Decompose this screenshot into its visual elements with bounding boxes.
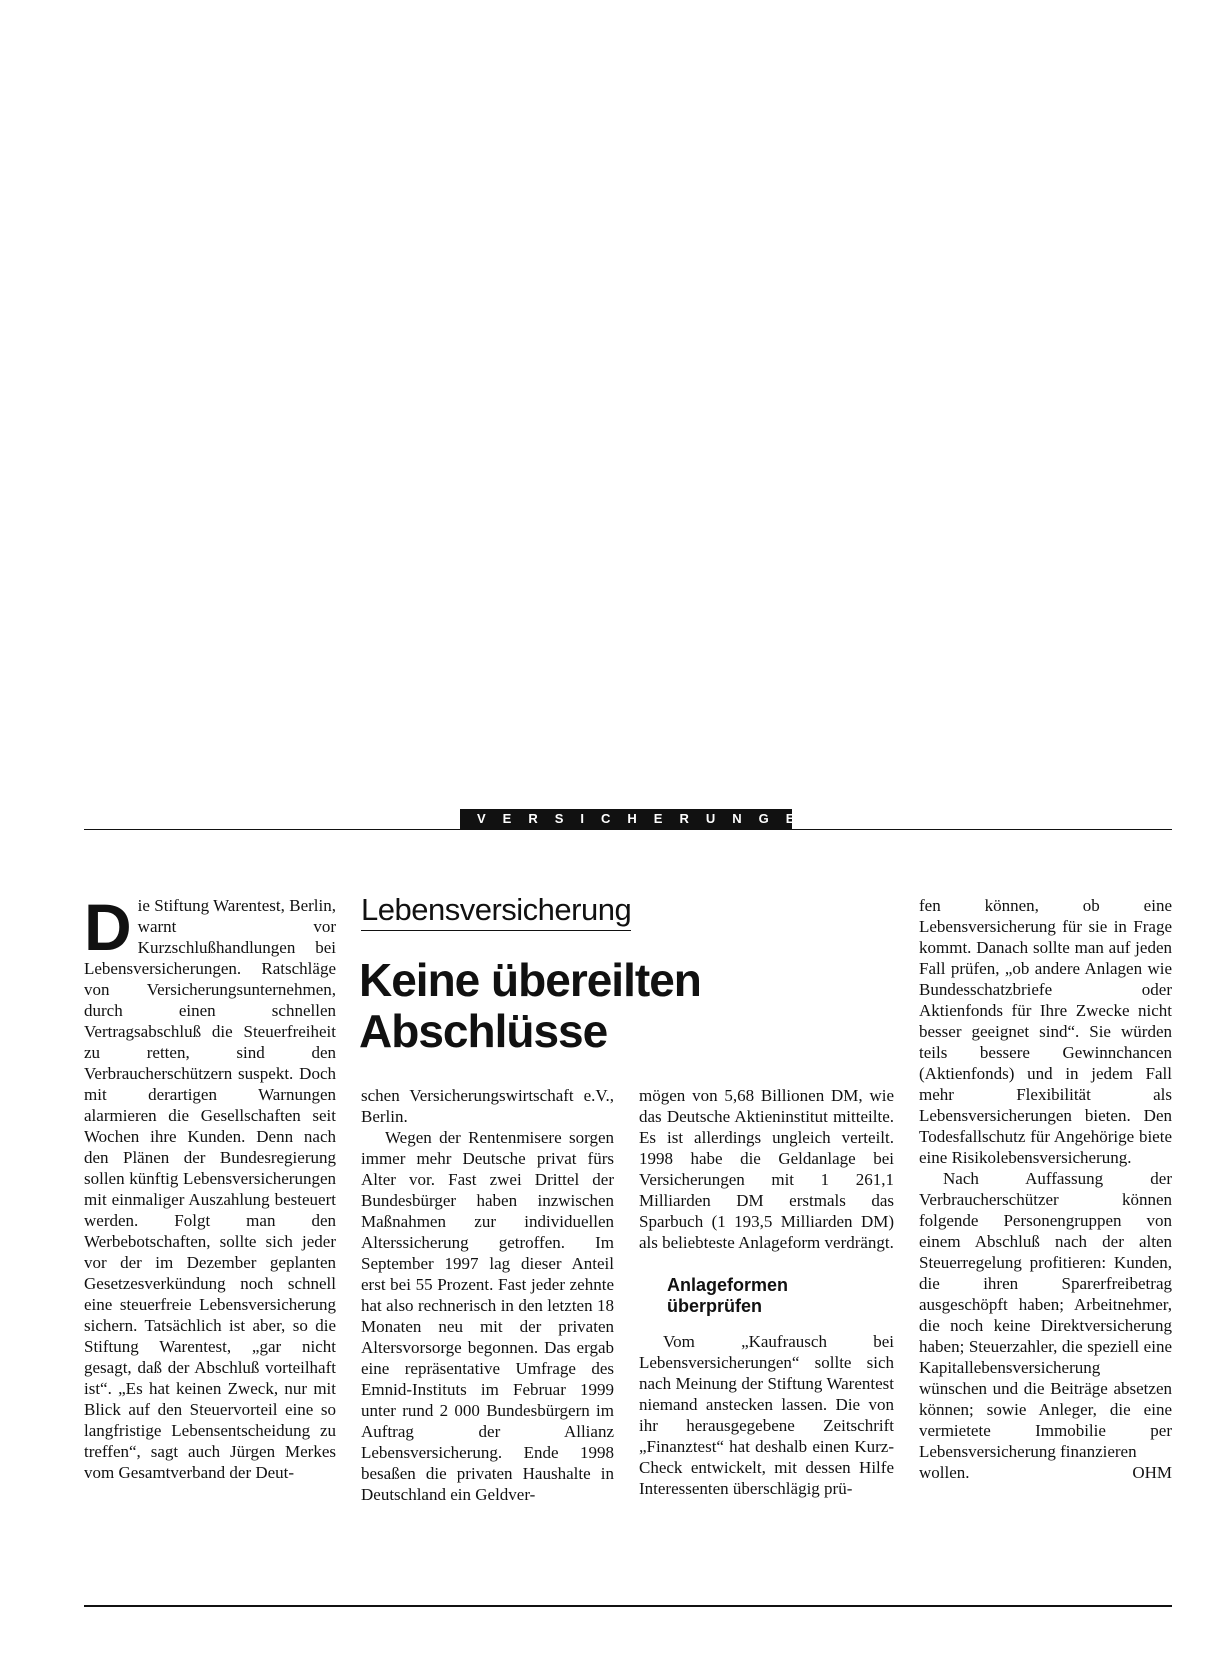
author-initials: OHM (1132, 1463, 1172, 1482)
paragraph: Nach Auffassung der Verbraucherschützer können folgende Personengruppen von einem Abschluß nach der alten Steuerregelung profitieren: Kunden, die ihren Sparerfreibetrag ausgeschöpft haben; Arbeitnehmer, die noch keine Direktversicherung haben; Steuerzahler, die speziell eine Kapitallebensversicherung wünschen und die Beiträge absetzen können; sowie Anleger, die eine vermietete Immobilie per Lebensversicherung finanzieren (919, 1169, 1172, 1461)
paragraph: fen können, ob eine Lebensversicherung für sie in Frage kommt. Danach sollte man auf jeden Fall prüfen, „ob andere Anlagen wie Bundesschatzbriefe oder Aktienfonds für Ihre Zwecke nicht besser geeignet sind“. Sie würden teils bessere Gewinnchancen (Aktienfonds) und in jedem Fall mehr Flexibilität als Lebensversicherungen bieten. Den Todesfallschutz für Angehörige biete eine Risikolebensversicherung. (919, 896, 1172, 1167)
article-kicker: Lebensversicherung (361, 892, 631, 931)
section-label: VERSICHERUNGEN (460, 809, 792, 829)
subheading-line-1: Anlageformen (667, 1275, 789, 1295)
paragraph: Vom „Kaufrausch bei Lebensversicherungen“ sollte sich nach Meinung der Stiftung Warentest niemand anstecken lassen. Die von ihr herausgegebene Zeitschrift „Finanztest“ hat deshalb einen Kurz-Check entwickelt, mit dessen Hilfe Interessenten überschlägig prü- (639, 1332, 894, 1498)
subheading (667, 1275, 894, 1317)
closing-line (919, 1462, 1172, 1483)
paragraph: mögen von 5,68 Billionen DM, wie das Deutsche Aktieninstitut mitteilte. Es ist allerdings ungleich verteilt. 1998 habe die Geldanlage bei Versicherungen mit 1 261,1 Milliarden DM erstmals das Sparbuch (1 193,5 Milliarden DM) als beliebteste Anlageform verdrängt. (639, 1086, 894, 1252)
headline-line-2: Abschlüsse (359, 1005, 608, 1057)
subheading-line-2: überprüfen (667, 1296, 763, 1316)
closing-word: wollen. (919, 1463, 970, 1482)
bottom-rule (84, 1605, 1172, 1607)
drop-cap: D (84, 890, 132, 964)
paragraph-text: ie Stiftung Warentest, Berlin, warnt vor Kurzschlußhandlungen bei Lebensversicherungen. Ratschläge von Versicherungsunternehmen, durch einen schnellen Vertragsabschluß die Steuerfreiheit zu retten, sind den Verbraucherschützern suspekt. Doch mit derartigen Warnungen alarmieren die Gesellschaften seit Wochen ihre Kunden. Denn nach den Plänen der Bundesregierung sollen künftig Lebensversicherungen mit einmaliger Auszahlung besteuert werden. Folgt man den Werbebotschaften, sollte sich jeder vor der im Dezember geplanten Gesetzesverkündung noch schnell eine steuerfreie Lebensversicherung sichern. Tatsächlich ist aber, so die Stiftung Warentest, „gar nicht gesagt, daß der Abschluß vorteilhaft ist“. „Es hat keinen Zweck, nur mit Blick auf den Steuervorteil eine so langfristige Lebensentscheidung zu treffen“, sagt auch Jürgen Merkes vom Gesamtverband der Deut- (84, 896, 336, 1482)
paragraph (84, 890, 336, 1483)
headline-line-1: Keine übereilten (359, 954, 701, 1006)
text-column-4 (919, 895, 1172, 1545)
text-column-1 (84, 890, 336, 1545)
article-headline (359, 955, 899, 1057)
text-column-2 (361, 1085, 614, 1545)
top-rule (84, 829, 1172, 830)
paragraph: schen Versicherungswirtschaft e.V., Berlin. (361, 1086, 614, 1126)
text-column-3 (639, 1085, 894, 1545)
paragraph: Wegen der Rentenmisere sorgen immer mehr Deutsche privat fürs Alter vor. Fast zwei Drittel der Bundesbürger haben inzwischen Maßnahmen zur individuellen Alterssicherung getroffen. Im September 1997 lag dieser Anteil erst bei 55 Prozent. Fast jeder zehnte hat also rechnerisch in den letzten 18 Monaten neu mit der privaten Altersvorsorge begonnen. Das ergab eine repräsentative Umfrage des Emnid-Instituts im Februar 1999 unter rund 2 000 Bundesbürgern im Auftrag der Allianz Lebensversicherung. Ende 1998 besaßen die privaten Haushalte in Deutschland ein Geldver- (361, 1128, 614, 1504)
